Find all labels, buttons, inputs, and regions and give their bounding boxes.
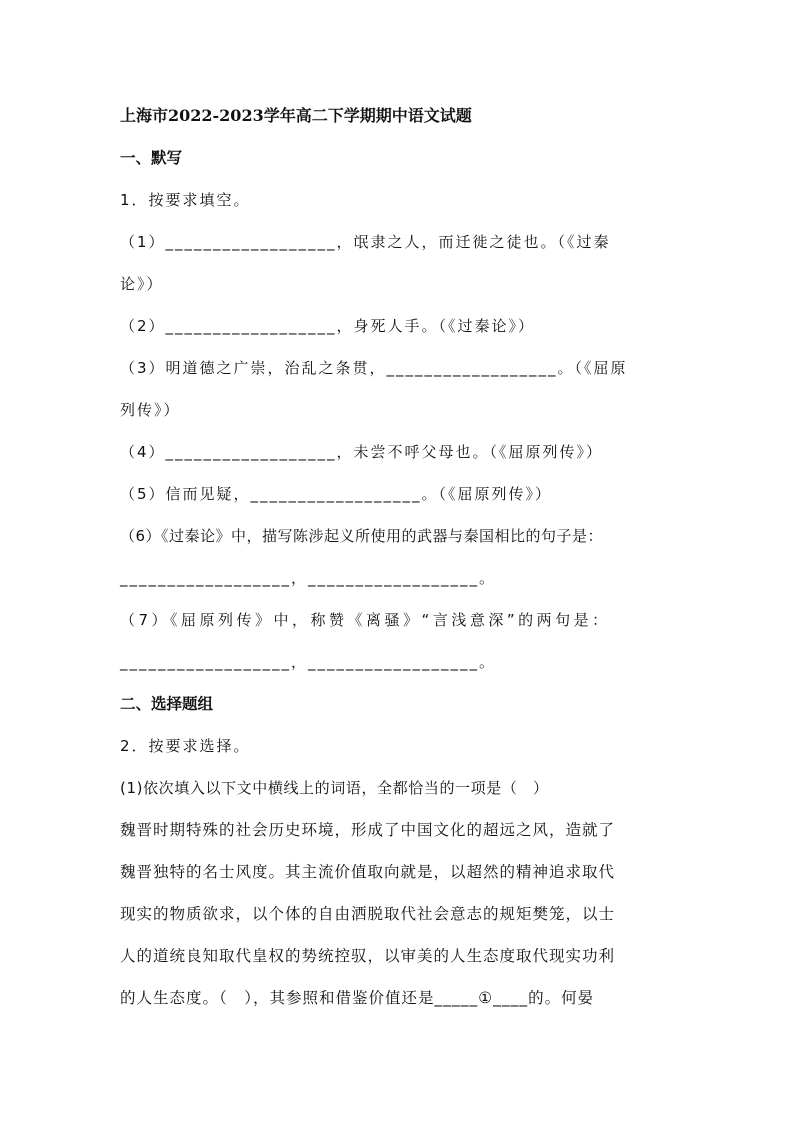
passage-line-1: 魏晋时期特殊的社会历史环境，形成了中国文化的超远之风，造就了 <box>120 821 616 839</box>
fill-item-5: （5）信而见疑，__________________。（《屈原列传》） <box>120 485 553 503</box>
fill-item-2: （2）__________________，身死人手。（《过秦论》） <box>120 317 536 335</box>
question-2-sub-1: (1)依次填入以下文中横线上的词语，全都恰当的一项是（ ） <box>120 779 549 797</box>
passage-line-3: 现实的物质欲求，以个体的自由洒脱取代社会意志的规矩樊笼，以士 <box>120 905 616 923</box>
passage-line-5: 的人生态度。（ ），其参照和借鉴价值还是_____①____的。何晏 <box>120 989 595 1007</box>
passage-line-2: 魏晋独特的名士风度。其主流价值取向就是，以超然的精神追求取代 <box>120 863 616 881</box>
fill-item-7: （7）《屈原列传》中，称赞《离骚》“言浅意深”的两句是： <box>120 611 611 629</box>
fill-item-6: （6）《过秦论》中，描写陈涉起义所使用的武器与秦国相比的句子是： <box>120 527 604 545</box>
fill-item-4: （4）__________________，未尝不呼父母也。（《屈原列传》） <box>120 443 604 461</box>
fill-item-3-cont: 列传》） <box>120 401 181 419</box>
fill-item-6-blanks: __________________，__________________。 <box>120 569 497 587</box>
page-title: 上海市2022-2023学年高二下学期期中语文试题 <box>120 106 472 125</box>
fill-item-7-blanks: __________________，__________________。 <box>120 653 497 671</box>
fill-item-3: （3）明道德之广崇，治乱之条贯，__________________。（《屈原 <box>120 359 628 377</box>
fill-item-1-cont: 论》） <box>120 275 164 293</box>
section-heading-2: 二、选择题组 <box>120 694 214 713</box>
fill-item-1: （1）__________________，氓隶之人，而迁徙之徒也。（《过秦 <box>120 233 611 251</box>
passage-line-4: 人的道统良知取代皇权的势统控驭，以审美的人生态度取代现实功利 <box>120 947 616 965</box>
question-1-intro: 1．按要求填空。 <box>120 191 251 209</box>
question-2-intro: 2．按要求选择。 <box>120 737 251 755</box>
section-heading-1: 一、默写 <box>120 148 183 167</box>
